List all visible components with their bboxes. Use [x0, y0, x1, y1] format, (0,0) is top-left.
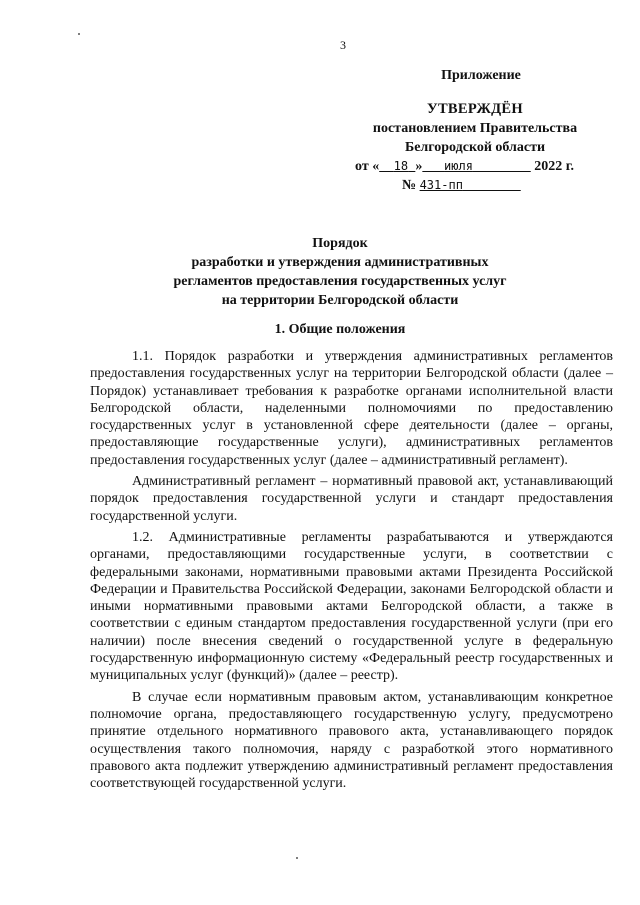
appendix-label: Приложение — [441, 68, 521, 83]
paragraph-special-case: В случае если нормативным правовым актом, устанавливающим конкретное полномочие органа, предоставляющего государственную услугу, предусмотрено принятие отдельного нормативного правового акта, устанавливающего порядок осуществления такого полномочия, наряду с разработкой этого нормативного правового акта подлежит утверждению административный регламент предоставления соответствующей государственной услуги. — [90, 689, 613, 792]
approval-date — [350, 157, 600, 176]
paragraph-1-2: 1.2. Административные регламенты разрабатываются и утверждаются органами, предоставляющими государственные услуги, в соответствии с федеральными законами, нормативными правовыми актами Президента Российской Федерации и Правительства Российской Федерации, законами Белгородской области и иными нормативными правовыми актами Белгородской области, а также в соответствии с единым стандартом предоставления государственной услуги (при его наличии) после внесения сведений о государственной услуге в федеральную государственную информационную систему «Федеральный реестр государственных и муниципальных услуг (функций)» (далее – реестр). — [90, 529, 613, 684]
date-prefix: от « — [355, 159, 380, 174]
approval-line-2: Белгородской области — [404, 140, 546, 155]
number-prefix: № — [402, 178, 417, 193]
paragraph-definition: Административный регламент – нормативный правовой акт, устанавливающий порядок предоставления государственной услуги и стандарт предоставления государственной услуги. — [90, 474, 613, 524]
title-line-2: разработки и утверждения административных — [191, 255, 489, 270]
approved-label: УТВЕРЖДЁН — [427, 101, 523, 117]
body-text — [90, 348, 613, 792]
scan-speck — [296, 857, 298, 859]
date-month: июля — [444, 159, 473, 173]
approval-line-1: постановлением Правительства — [372, 121, 578, 136]
paragraph-1-1: 1.1. Порядок разработки и утверждения административных регламентов предоставления государственных услуг на территории Белгородской области (далее – Порядок) устанавливает требования к разработке органами исполнительной власти Белгородской области, наделенными полномочиями по предоставлению государственных услуг в установленной сфере деятельности (далее – органы, предоставляющие государственные услуги), административных регламентов предоставления государственных услуг (далее – административный регламент). — [90, 349, 613, 468]
date-day: 18 — [393, 159, 409, 173]
approval-block — [350, 66, 600, 195]
date-year: 2022 г. — [534, 159, 575, 174]
title-line-1: Порядок — [312, 236, 368, 251]
document-title — [120, 234, 560, 310]
approval-number — [350, 176, 600, 195]
section-heading: 1. Общие положения — [274, 322, 406, 337]
title-line-3: регламентов предоставления государственных услуг — [173, 274, 507, 289]
number-value: 431-пп — [419, 178, 463, 192]
title-line-4: на территории Белгородской области — [221, 293, 459, 308]
date-mid: » — [415, 159, 423, 174]
scan-speck — [78, 33, 80, 35]
page-number: 3 — [340, 38, 346, 52]
